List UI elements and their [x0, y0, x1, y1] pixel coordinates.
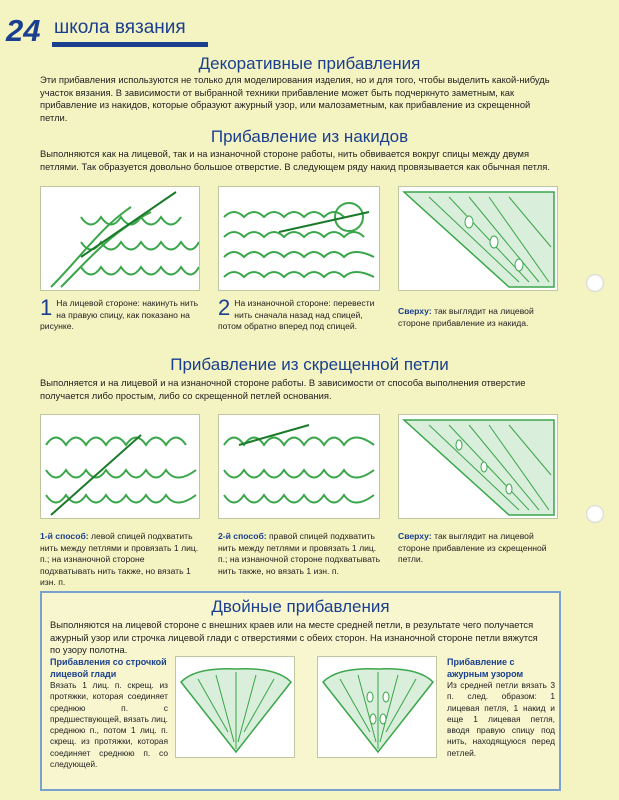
caption-text: На лицевой стороне: накинуть нить на правую спицу, как показано на рисунке.: [40, 298, 199, 332]
knitting-illustration: [318, 657, 437, 758]
yarnover-caption-3: [398, 306, 560, 329]
page-header: [6, 14, 206, 50]
double-left-text: Вязать 1 лиц. п. скрещ. из протяжки, которая соединяет среднюю п. с предшествующей, вязать лиц. среднюю п., потом 1 лиц. п. скрещ. из протяжки, которая соединяет среднюю п. со следующей.: [50, 680, 168, 770]
caption-label: Сверху:: [398, 306, 432, 316]
caption-label: 2-й способ:: [218, 531, 267, 541]
binder-hole-bottom: [586, 505, 604, 523]
crossed-caption-1: [40, 531, 202, 589]
caption-label: 1-й способ:: [40, 531, 89, 541]
double-text: Выполняются на лицевой стороне с внешних краев или на месте средней петли, в результате чего получается ажурный узор или строчка лицевой глади с отверстиями с обеих сторон. На изнаночной стороне петли вяжутся по узору полотна.: [50, 619, 538, 655]
knitting-illustration: [399, 415, 558, 519]
double-left-title: Прибавления со строчкой лицевой глади: [50, 657, 167, 679]
yarnover-figure-2: [218, 186, 380, 291]
crossed-caption-3: [398, 531, 560, 566]
yarnover-caption-1: [40, 295, 202, 333]
yarnover-caption-2: [218, 295, 382, 333]
knitting-illustration: [219, 415, 380, 519]
knitting-illustration: [41, 415, 200, 519]
decorative-text: Эти прибавления используются не только для моделирования изделия, но и для того, чтобы выделить какой-нибудь участок вязания. В зависимости от выбранной техники прибавление может быть подчеркнуто заметным, как прибавление из накидов, которые образуют ажурный узор, или малозаметным, как прибавление из скрещенной петли.: [40, 74, 550, 123]
knitting-illustration: [399, 187, 558, 291]
knitting-illustration: [41, 187, 200, 291]
caption-label: Сверху:: [398, 531, 432, 541]
caption-text: правой спицей подхватить нить между петлями и провязать 1 лиц. п.; на изнаночной стороне подхватывать нить также, но вязать 1 изн. п.: [218, 531, 381, 576]
double-figure-right: [317, 656, 437, 758]
page-number: 24: [6, 13, 41, 48]
double-figure-left: [175, 656, 295, 758]
caption-text: так выглядит на лицевой стороне прибавление из накида.: [398, 306, 534, 328]
yarnover-figure-3: [398, 186, 558, 291]
binder-hole-top: [586, 274, 604, 292]
knitting-illustration: [176, 657, 295, 758]
step-number: 2: [218, 295, 231, 320]
crossed-title: Прибавление из скрещенной петли: [170, 355, 449, 374]
knitting-illustration: [219, 187, 380, 291]
yarnover-figure-1: [40, 186, 200, 291]
caption-text: левой спицей подхватить нить между петлями и провязать 1 лиц. п.; на изнаночной стороне подхватывать нить также, но вязать 1 изн. п.: [40, 531, 199, 588]
crossed-figure-1: [40, 414, 200, 519]
header-underline: [52, 42, 208, 47]
section-title: школа вязания: [54, 17, 186, 38]
double-right-text: Из средней петли вязать 3 п. след. образом: 1 лицевая петля, 1 накид и еще 1 лицевая петля, вводя правую спицу под нить, находящуюся перед петлей.: [447, 680, 555, 758]
crossed-text: Выполняется и на лицевой и на изнаночной стороне работы. В зависимости от способа выполнения отверстие получается либо простым, либо со скрещенной петлей основания.: [40, 377, 526, 401]
crossed-figure-2: [218, 414, 380, 519]
yarnover-title: Прибавление из накидов: [210, 127, 409, 146]
crossed-caption-2: [218, 531, 382, 577]
caption-text: На изнаночной стороне: перевести нить сначала назад над спицей, потом обратно вперед под спицей.: [218, 298, 375, 332]
double-right-title: Прибавление с ажурным узором: [447, 657, 524, 679]
caption-text: так выглядит на лицевой стороне прибавление из скрещенной петли.: [398, 531, 547, 565]
crossed-figure-3: [398, 414, 558, 519]
step-number: 1: [40, 295, 53, 320]
yarnover-text: Выполняются как на лицевой, так и на изнаночной стороне работы, нить обвивается вокруг спицы между двумя петлями. Так образуется довольно большое отверстие. В следующем ряду накид провязывается как обычная петля.: [40, 148, 550, 172]
double-increase-box: [40, 591, 561, 791]
decorative-title: Декоративные прибавления: [198, 54, 421, 73]
double-title: Двойные прибавления: [211, 597, 390, 616]
